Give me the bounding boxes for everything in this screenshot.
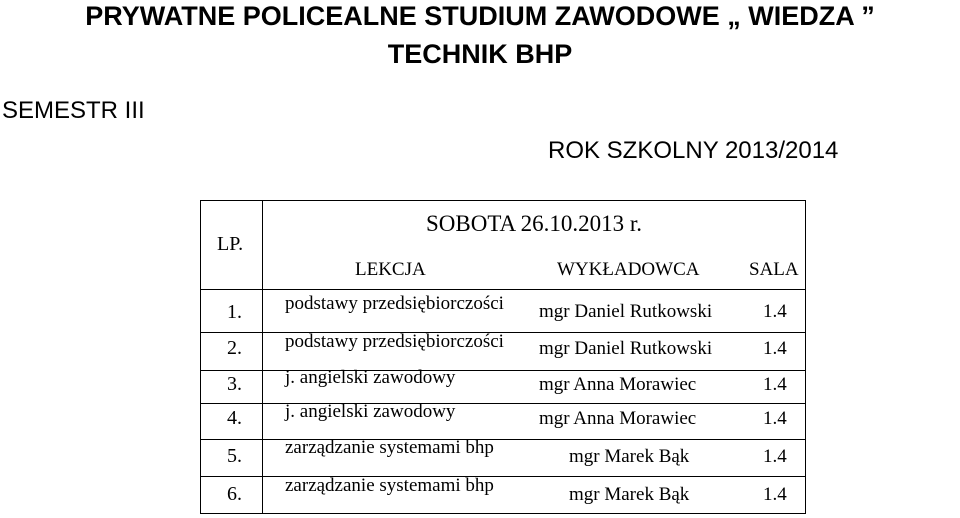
header-divider — [201, 289, 805, 290]
column-header-lecturer: WYKŁADOWCA — [557, 259, 700, 280]
lesson-name: j. angielski zawodowy — [285, 367, 456, 388]
column-header-lesson: LEKCJA — [355, 259, 426, 280]
semester-label: SEMESTR III — [2, 97, 145, 124]
row-number: 5. — [227, 445, 242, 467]
program-title: TECHNIK BHP — [387, 39, 573, 69]
column-header-room: SALA — [749, 259, 799, 280]
school-year-label: ROK SZKOLNY 2013/2014 — [548, 137, 839, 164]
lecturer-name: mgr Marek Bąk — [569, 446, 690, 467]
school-name-title: PRYWATNE POLICEALNE STUDIUM ZAWODOWE „ WIEDZA ” — [85, 1, 875, 31]
row-number: 3. — [227, 373, 242, 395]
lesson-name: podstawy przedsiębiorczości — [285, 331, 504, 352]
room-number: 1.4 — [763, 338, 787, 359]
schedule-date: SOBOTA 26.10.2013 r. — [426, 211, 643, 236]
lecturer-name: mgr Anna Morawiec — [539, 374, 697, 395]
room-number: 1.4 — [763, 484, 787, 505]
schedule-table — [200, 200, 806, 514]
lecturer-name: mgr Daniel Rutkowski — [539, 338, 713, 359]
column-header-lp: LP. — [217, 233, 244, 255]
lesson-name: zarządzanie systemami bhp — [285, 475, 494, 496]
column-divider — [262, 201, 263, 513]
row-number: 2. — [227, 337, 242, 359]
lesson-name: podstawy przedsiębiorczości — [285, 293, 504, 314]
lesson-name: zarządzanie systemami bhp — [285, 437, 494, 458]
lecturer-name: mgr Daniel Rutkowski — [539, 301, 713, 322]
room-number: 1.4 — [763, 446, 787, 467]
room-number: 1.4 — [763, 374, 787, 395]
lecturer-name: mgr Marek Bąk — [569, 484, 690, 505]
row-number: 4. — [227, 407, 242, 429]
row-number: 6. — [227, 483, 242, 505]
lesson-name: j. angielski zawodowy — [285, 401, 456, 422]
room-number: 1.4 — [763, 408, 787, 429]
lecturer-name: mgr Anna Morawiec — [539, 408, 697, 429]
row-number: 1. — [227, 301, 242, 323]
room-number: 1.4 — [763, 301, 787, 322]
